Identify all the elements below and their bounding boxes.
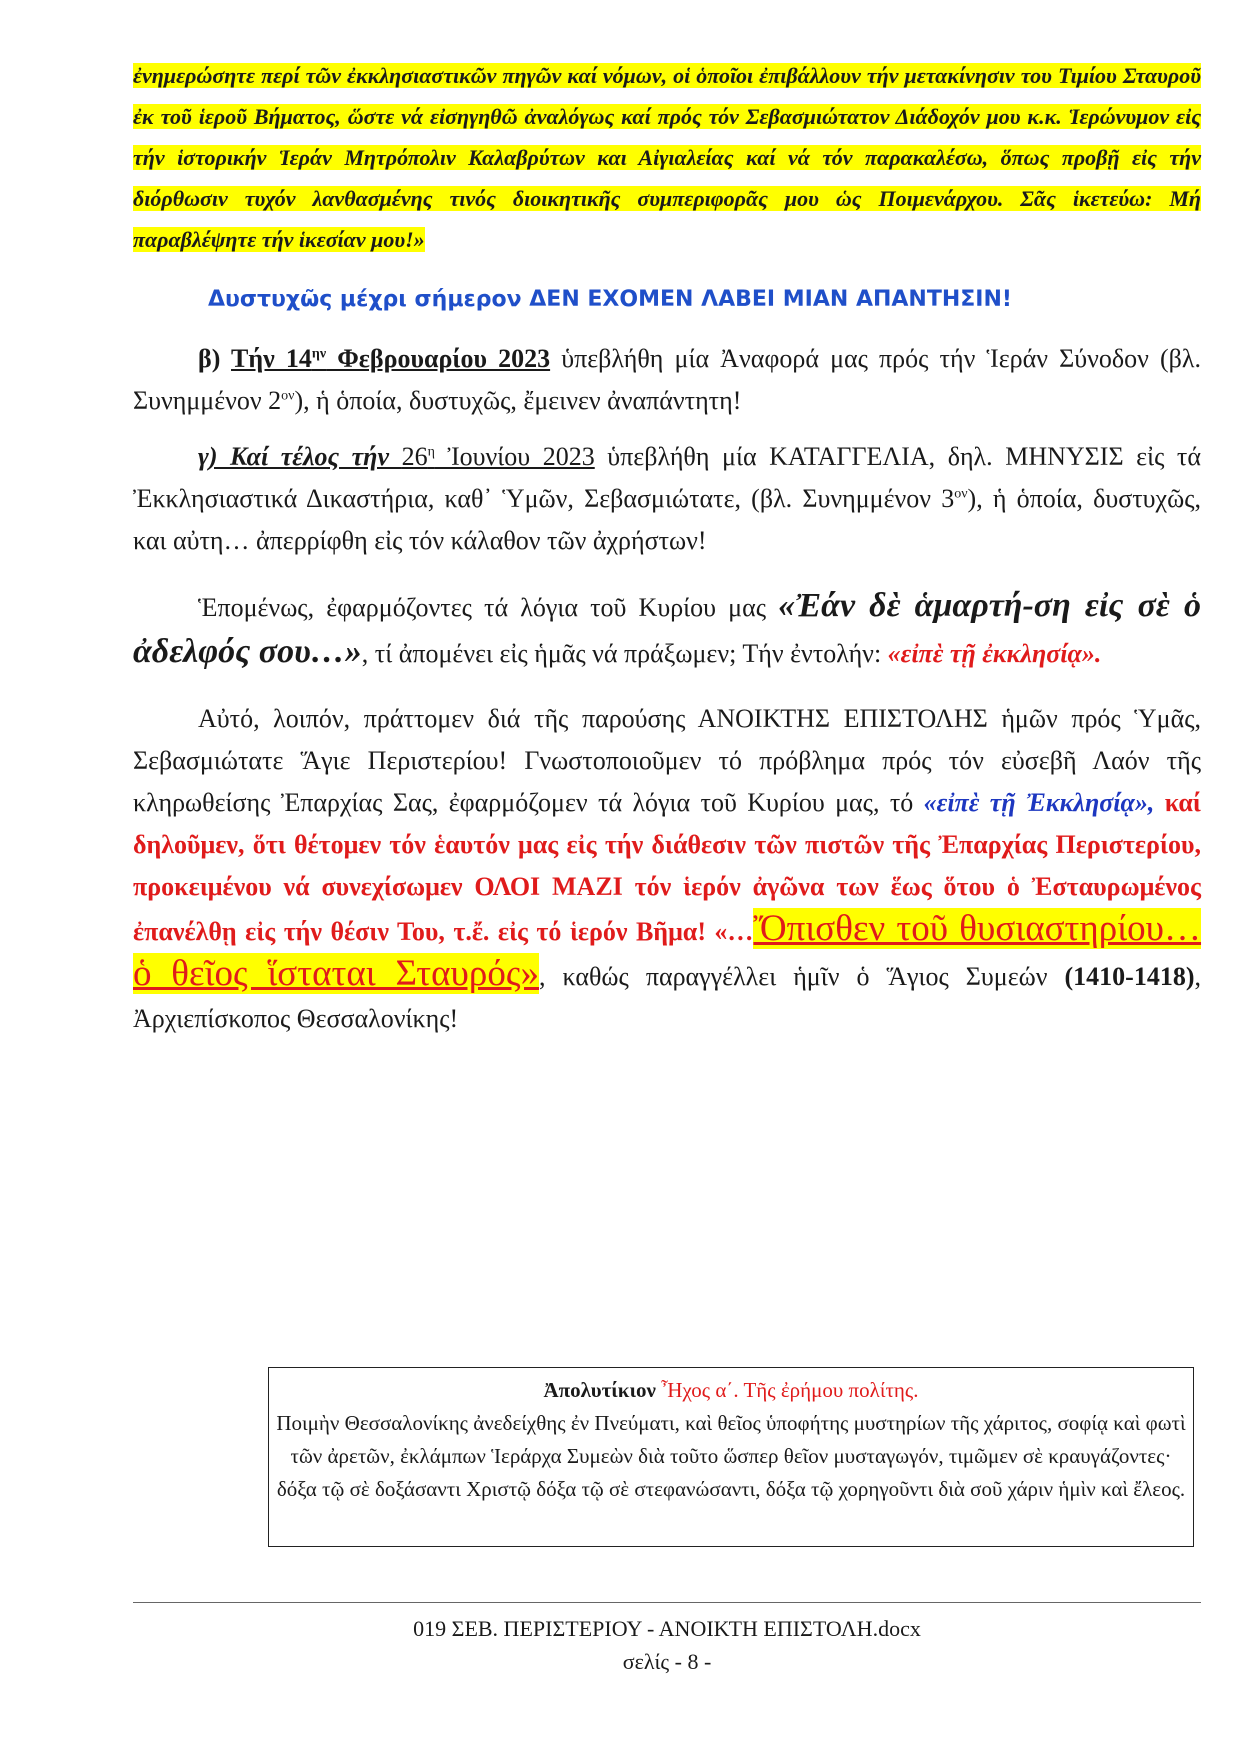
beta-sup: ον: [281, 388, 295, 404]
declaration-text: καί δηλοῦμεν, ὅτι θέτομεν τόν ἑαυτόν μας εἰς τήν διάθεσιν τῶν πιστῶν τῆς Ἐπαρχίας Περιστερίου, προκειμένου νά συνεχίσωμεν ΟΛΟΙ ΜΑΖΙ τόν ἱερόν ἀγῶνα των ἕως ὅτου ὁ Ἐσταυρωμένος ἐπανέλθῃ εἰς τήν θέσιν Του, τ.ἔ. εἰς τό ἱερόν Βῆμα! «…: [133, 788, 1201, 946]
gamma-text-2: ), ἡ ὁποία, δυστυχῶς, και αὐτη… ἀπερρίφθη εἰς τόν κάλαθον τῶν ἀχρήστων!: [133, 484, 1201, 555]
gamma-text-1: ὑπεβλήθη μία ΚΑΤΑΓΓΕΛΙΑ, δηλ. ΜΗΝΥΣΙΣ εἰς τά Ἐκκλησιαστικά Δικαστήρια, καθ᾽ Ὑμῶν, Σεβασμιώτατε, (βλ. Συνημμένον 3: [133, 442, 1201, 513]
beta-date: Τήν $14^{\eta\nu}$ Φεβρουαρίου 2023: [231, 344, 551, 373]
document-body: [133, 55, 1201, 1040]
cross-quote: Ὄπισθεν τοῦ θυσιαστηρίου… ὁ θεῖος ἵσταται Σταυρός»: [133, 908, 1202, 994]
years: (1410-1418): [1064, 962, 1195, 991]
footer-filename: 019 ΣΕΒ. ΠΕΡΙΣΤΕΡΙΟΥ - ΑΝΟΙΚΤΗ ΕΠΙΣΤΟΛΗ.docx: [413, 1616, 921, 1641]
hymn-title: Ἀπολυτίκιον: [543, 1378, 656, 1402]
gamma-sup: ον: [954, 486, 968, 502]
footer: [133, 1612, 1201, 1678]
tell-the-church-quote: «εἰπὲ τῇ ἐκκλησίᾳ».: [887, 639, 1102, 668]
beta-label: β): [198, 344, 232, 373]
scripture-quote: «Ἐάν δὲ ἁμαρτή-ση εἰς σὲ ὁ ἀδελφός σου…»: [133, 587, 1201, 670]
petition-paragraph: [133, 55, 1201, 260]
footer-page-number: σελίς - 8 -: [622, 1649, 712, 1674]
beta-text-1: ὑπεβλήθη μία Ἀναφορά μας πρός τήν Ἱεράν Σύνοδον (βλ. Συνημμένον 2: [133, 344, 1201, 415]
hymn-box: [268, 1367, 1194, 1547]
no-answer-statement: Δυστυχῶς μέχρι σήμερον ΔΕΝ ΕΧΟΜΕΝ ΛΑΒΕΙ ΜΙΑΝ ΑΠΑΝΤΗΣΙΝ!: [208, 287, 1012, 312]
hymn-body: Ποιμὴν Θεσσαλονίκης ἀνεδείχθης ἐν Πνεύματι, καὶ θεῖος ὑποφήτης μυστηρίων τῆς χάριτος, σοφίᾳ καὶ φωτὶ τῶν ἀρετῶν, ἐκλάμπων Ἱεράρχα Συμεὼν διὰ τοῦτο ὥσπερ θεῖον μυσταγωγόν, τιμῶμεν σὲ κραυγάζοντες· δόξα τῷ σὲ δοξάσαντι Χριστῷ δόξα τῷ σὲ στεφανώσαντι, δόξα τῷ χορηγοῦντι διὰ σοῦ χάριν ἡμὶν καὶ ἔλεος.: [276, 1411, 1186, 1501]
paragraph-therefore: Ἑπομένως, ἐφαρμόζοντες τά λόγια τοῦ Κυρίου μας «Ἐάν δὲ ἁμαρτή-ση εἰς σὲ ὁ ἀδελφός σου…», τί ἀπομένει εἰς ἡμᾶς νά πράξωμεν; Τήν ἐντολήν: «εἰπὲ τῇ ἐκκλησίᾳ».: [133, 587, 1201, 670]
beta-text-2: ), ἡ ὁποία, δυστυχῶς, ἔμεινεν ἀναπάντητη!: [294, 386, 742, 415]
gamma-label: γ) Καί τέλος τήν: [198, 442, 402, 471]
highlighted-petition-text: ἐνημερώσητε περί τῶν ἐκκλησιαστικῶν πηγῶν καί νόμων, οἱ ὁποῖοι ἐπιβάλλουν τήν μετακίνησιν του Τιμίου Σταυροῦ ἐκ τοῦ ἱεροῦ Βήματος, ὥστε νά εἰσηγηθῶ ἀναλόγως καί πρός τόν Σεβασμιώτατον Διάδοχόν μου κ.κ. Ἱερώνυμον εἰς τήν ἱστορικήν Ἱεράν Μητρόπολιν Καλαβρύτων και Αἰγιαλείας καί νά τόν παρακαλέσω, ὅπως προβῇ εἰς τήν διόρθωσιν τυχόν λανθασμένης τινός διοικητικῆς συμπεριφορᾶς μου ὡς Ποιμενάρχου. Σᾶς ἱκετεύω: Μή παραβλέψητε τήν ἱκεσίαν μου!»: [133, 63, 1201, 252]
gamma-date: $26^\eta$ Ἰουνίου 2023: [401, 442, 595, 471]
tell-the-church-blue-quote: «εἰπὲ τῇ Ἐκκλησίᾳ»,: [923, 788, 1155, 817]
hymn-tone: Ἦχος α΄. Τῆς ἐρήμου πολίτης.: [655, 1378, 919, 1402]
paragraph-gamma: [133, 436, 1201, 562]
paragraph-open-letter: Αὐτό, λοιπόν, πράττομεν διά τῆς παρούσης ΑΝΟΙΚΤΗΣ ΕΠΙΣΤΟΛΗΣ ἡμῶν πρός Ὑμᾶς, Σεβασμιώτατε Ἅγιε Περιστερίου! Γνωστοποιοῦμεν τό πρόβλημα πρός τόν εὐσεβῆ Λαόν τῆς κληρωθείσης Ἐπαρχίας Σας, ἐφαρμόζομεν τά λόγια τοῦ Κυρίου μας, τό «εἰπὲ τῇ Ἐκκλησίᾳ», καί δηλοῦμεν, ὅτι θέτομεν τόν ἑαυτόν μας εἰς τήν διάθεσιν τῶν πιστῶν τῆς Ἐπαρχίας Περιστερίου, προκειμένου νά συνεχίσωμεν ΟΛΟΙ ΜΑΖΙ τόν ἱερόν ἀγῶνα των ἕως ὅτου ὁ Ἐσταυρωμένος ἐπανέλθῃ εἰς τήν θέσιν Του, τ.ἔ. εἰς τό ἱερόν Βῆμα! «…Ὄπισθεν τοῦ θυσιαστηρίου… ὁ θεῖος ἵσταται Σταυρός», καθώς παραγγέλλει ἡμῖν ὁ Ἅγιος Συμεών (1410-1418), Ἀρχιεπίσκοπος Θεσσαλονίκης!: [133, 704, 1202, 1033]
hymn-heading: [269, 1374, 1193, 1407]
paragraph-beta: [133, 338, 1201, 422]
footer-divider: [133, 1602, 1201, 1603]
